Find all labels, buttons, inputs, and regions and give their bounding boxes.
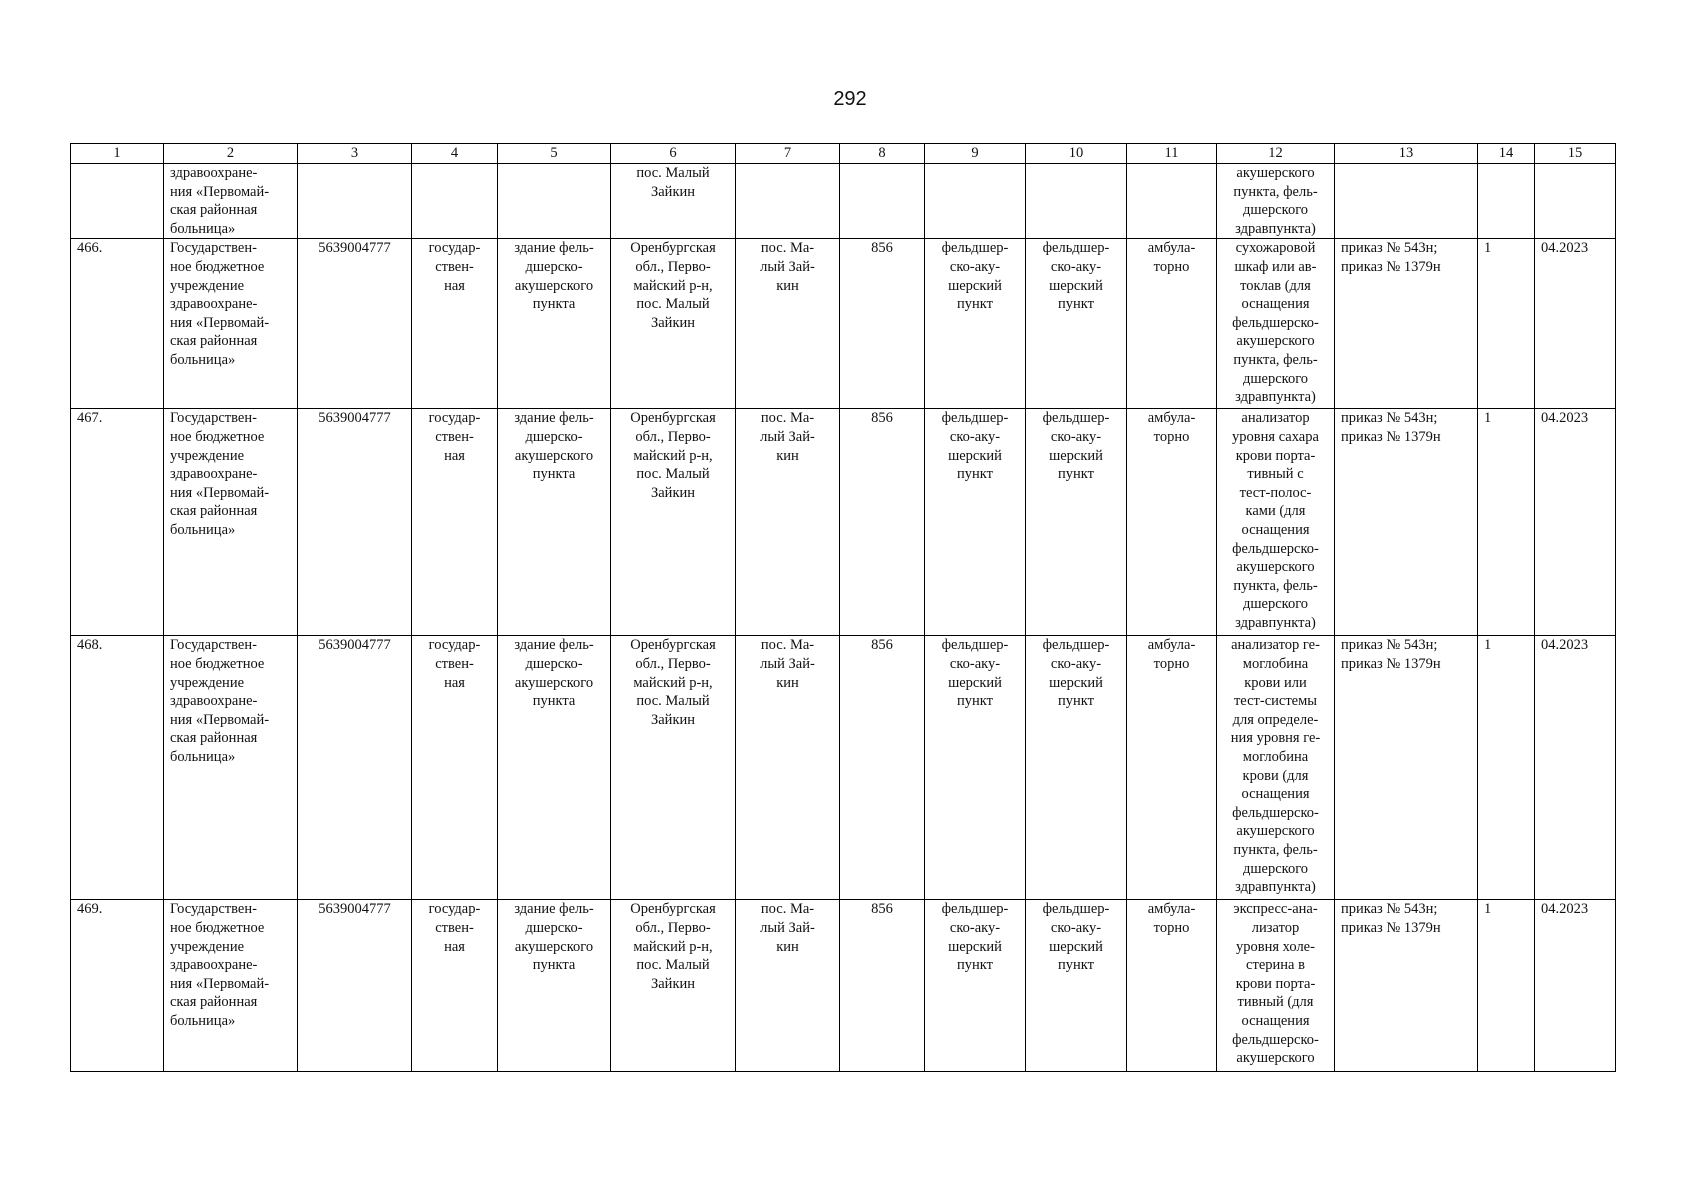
cell-date: 04.2023 [1535,409,1616,636]
page-number: 292 [833,88,867,110]
cell-address: Оренбургская обл., Перво- майский р-н, пос. Малый Зайкин [611,239,736,409]
cell-equipment: анализатор ге- моглобина крови или тест-системы для определе- ния уровня ге- моглобина крови (для оснащения фельдшерско- акушерского пункта, фель- дшерского здравпункта) [1217,636,1335,900]
cell-equipment: анализатор уровня сахара крови порта- тивный с тест-полос- ками (для оснащения фельдшерско- акушерского пункта, фель- дшерского здравпункта) [1217,409,1335,636]
cell-building [498,164,611,239]
cell-num [71,164,164,239]
table-row [71,409,1616,636]
cell-care: амбула- торно [1127,636,1217,900]
cell-ownership: государ- ствен- ная [412,409,498,636]
cell-unit2: фельдшер- ско-аку- шерский пункт [1026,636,1127,900]
table-row [71,239,1616,409]
column-header: 15 [1535,144,1616,164]
column-header: 6 [611,144,736,164]
cell-org: Государствен- ное бюджетное учреждение здравоохране- ния «Первомай- ская районная больница» [164,636,298,900]
cell-orders: приказ № 543н; приказ № 1379н [1335,239,1478,409]
registry-table [70,143,1616,1072]
column-header: 8 [840,144,925,164]
table-row [71,636,1616,900]
cell-date: 04.2023 [1535,239,1616,409]
column-header: 13 [1335,144,1478,164]
cell-org: Государствен- ное бюджетное учреждение здравоохране- ния «Первомай- ская районная больница» [164,239,298,409]
cell-code [840,164,925,239]
cell-care: амбула- торно [1127,239,1217,409]
cell-locality: пос. Ма- лый Зай- кин [736,409,840,636]
cell-num: 466. [71,239,164,409]
cell-num: 469. [71,900,164,1072]
column-header: 3 [298,144,412,164]
cell-unit: фельдшер- ско-аку- шерский пункт [925,409,1026,636]
cell-building: здание фель- дшерско- акушерского пункта [498,636,611,900]
cell-ownership: государ- ствен- ная [412,900,498,1072]
cell-org: здравоохране- ния «Первомай- ская районная больница» [164,164,298,239]
column-header: 4 [412,144,498,164]
cell-qty [1478,164,1535,239]
cell-equipment: экспресс-ана- лизатор уровня холе- стерина в крови порта- тивный (для оснащения фельдшерско- акушерского [1217,900,1335,1072]
cell-address: Оренбургская обл., Перво- майский р-н, пос. Малый Зайкин [611,409,736,636]
column-number-row [71,144,1616,164]
cell-address: Оренбургская обл., Перво- майский р-н, пос. Малый Зайкин [611,900,736,1072]
cell-qty: 1 [1478,636,1535,900]
continuation-row [71,164,1616,239]
cell-locality: пос. Ма- лый Зай- кин [736,239,840,409]
cell-inn: 5639004777 [298,636,412,900]
cell-ownership: государ- ствен- ная [412,239,498,409]
cell-locality: пос. Ма- лый Зай- кин [736,636,840,900]
cell-date: 04.2023 [1535,636,1616,900]
cell-ownership [412,164,498,239]
cell-inn: 5639004777 [298,239,412,409]
cell-orders: приказ № 543н; приказ № 1379н [1335,636,1478,900]
cell-locality: пос. Ма- лый Зай- кин [736,900,840,1072]
cell-care: амбула- торно [1127,900,1217,1072]
column-header: 1 [71,144,164,164]
cell-date [1535,164,1616,239]
cell-inn: 5639004777 [298,409,412,636]
column-header: 11 [1127,144,1217,164]
cell-qty: 1 [1478,239,1535,409]
cell-num: 468. [71,636,164,900]
cell-orders: приказ № 543н; приказ № 1379н [1335,900,1478,1072]
cell-building: здание фель- дшерско- акушерского пункта [498,409,611,636]
cell-inn: 5639004777 [298,900,412,1072]
cell-code: 856 [840,239,925,409]
column-header: 12 [1217,144,1335,164]
cell-address: Оренбургская обл., Перво- майский р-н, пос. Малый Зайкин [611,636,736,900]
table-row [71,900,1616,1072]
cell-org: Государствен- ное бюджетное учреждение здравоохране- ния «Первомай- ская районная больница» [164,900,298,1072]
cell-ownership: государ- ствен- ная [412,636,498,900]
cell-unit: фельдшер- ско-аку- шерский пункт [925,636,1026,900]
cell-locality [736,164,840,239]
cell-qty: 1 [1478,900,1535,1072]
cell-unit [925,164,1026,239]
cell-org: Государствен- ное бюджетное учреждение здравоохране- ния «Первомай- ская районная больница» [164,409,298,636]
cell-unit: фельдшер- ско-аку- шерский пункт [925,239,1026,409]
cell-date: 04.2023 [1535,900,1616,1072]
column-header: 10 [1026,144,1127,164]
cell-address: пос. Малый Зайкин [611,164,736,239]
cell-care [1127,164,1217,239]
cell-equipment: акушерского пункта, фель- дшерского здравпункта) [1217,164,1335,239]
cell-care: амбула- торно [1127,409,1217,636]
cell-orders [1335,164,1478,239]
cell-unit2 [1026,164,1127,239]
cell-code: 856 [840,409,925,636]
cell-unit2: фельдшер- ско-аку- шерский пункт [1026,409,1127,636]
cell-orders: приказ № 543н; приказ № 1379н [1335,409,1478,636]
cell-unit2: фельдшер- ско-аку- шерский пункт [1026,900,1127,1072]
cell-inn [298,164,412,239]
cell-building: здание фель- дшерско- акушерского пункта [498,900,611,1072]
cell-unit: фельдшер- ско-аку- шерский пункт [925,900,1026,1072]
cell-num: 467. [71,409,164,636]
column-header: 14 [1478,144,1535,164]
cell-code: 856 [840,636,925,900]
cell-building: здание фель- дшерско- акушерского пункта [498,239,611,409]
column-header: 7 [736,144,840,164]
cell-unit2: фельдшер- ско-аку- шерский пункт [1026,239,1127,409]
cell-code: 856 [840,900,925,1072]
column-header: 2 [164,144,298,164]
cell-qty: 1 [1478,409,1535,636]
column-header: 9 [925,144,1026,164]
column-header: 5 [498,144,611,164]
cell-equipment: сухожаровой шкаф или ав- токлав (для оснащения фельдшерско- акушерского пункта, фель- дшерского здравпункта) [1217,239,1335,409]
